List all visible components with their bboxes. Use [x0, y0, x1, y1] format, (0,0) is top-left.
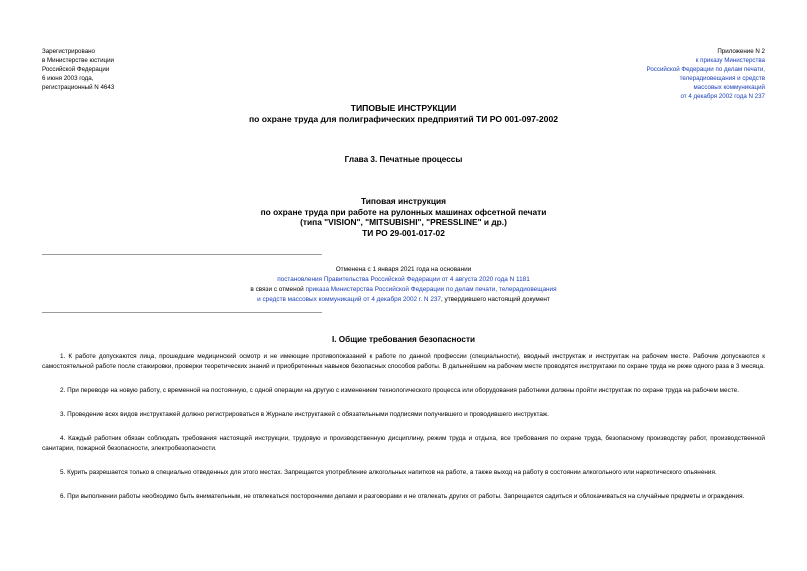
- paragraph: 4. Каждый работник обязан соблюдать требования настоящей инструкции, трудовую и производственную дисциплину, режим труда и отдыха, все требования по охране труда, безопасному производству работ, производственной санитарии, пожарной безопасности, электробезопасности.: [42, 435, 765, 452]
- paragraph: 6. При выполнении работы необходимо быть внимательным, не отвлекаться посторонними делами и разговорами и не отвлекать других от работы. Запрещается садиться и облокачиваться на случайные предметы и ограждения.: [60, 493, 745, 500]
- annulment-decree-link[interactable]: постановления Правительства Российской Федерации от 4 августа 2020 года N 1181: [277, 276, 530, 283]
- registration-line: в Министерстве юстиции: [42, 57, 115, 64]
- instruction-heading: [0, 196, 807, 238]
- annulment-line-1: Отменена с 1 января 2021 года на основании: [335, 266, 472, 273]
- instruction-line-4: ТИ РО 29-001-017-02: [362, 227, 445, 238]
- appendix-link[interactable]: телерадиовещания и средств: [679, 75, 765, 82]
- paragraph-list: [42, 352, 765, 516]
- divider-bottom: [42, 312, 322, 313]
- document-title: [0, 103, 807, 125]
- annulment-suffix: , утвердившего настоящий документ: [440, 296, 550, 303]
- registration-line: Российской Федерации: [42, 66, 110, 73]
- instruction-line-1: Типовая инструкция: [360, 196, 447, 206]
- paragraph: 5. Курить разрешается только в специально отведенных для этого местах. Запрещается употребление алкогольных напитков на работе, а также выход на работу в состоянии алкогольного или наркотического опьянения.: [60, 469, 717, 476]
- annulment-note: [0, 265, 807, 305]
- appendix-label: Приложение N 2: [717, 48, 765, 55]
- section-heading: I. Общие требования безопасности: [331, 335, 475, 344]
- appendix-link[interactable]: массовых коммуникаций: [693, 84, 765, 91]
- registration-note: [42, 47, 114, 92]
- appendix-note: [646, 47, 765, 101]
- title-line-2: по охране труда для полиграфических предприятий ТИ РО 001-097-2002: [248, 114, 559, 124]
- registration-line: регистрационный N 4643: [42, 84, 115, 91]
- divider-top: [42, 254, 322, 255]
- registration-line: 6 июня 2003 года,: [42, 75, 94, 82]
- chapter-heading: Глава 3. Печатные процессы: [344, 155, 463, 164]
- instruction-line-3: (типа "VISION", "MITSUBISHI", "PRESSLINE" и др.): [300, 217, 507, 227]
- annulment-order-link-cont[interactable]: и средств массовых коммуникаций от 4 декабря 2002 г. N 237: [257, 296, 441, 303]
- appendix-link[interactable]: от 4 декабря 2002 года N 237: [680, 93, 765, 100]
- paragraph: 1. К работе допускаются лица, прошедшие медицинский осмотр и не имеющие противопоказаний к работе по данной профессии (специальности), вводный инструктаж и инструктаж на рабочем месте. Рабочие допускаются к самостоятельной работе после стажировки, проверки теоретических знаний и приобретенных навыков безопасных способов работы. В дальнейшем на рабочем месте проводятся инструктажи по охране труда не реже одного раза в 3 месяца.: [42, 353, 765, 370]
- paragraph: 3. Проведение всех видов инструктажей должно регистрироваться в Журнале инструктажей с обязательными подписями получившего и проводившего инструктаж.: [60, 411, 549, 418]
- registration-line: Зарегистрировано: [42, 48, 95, 55]
- annulment-prefix: в связи с отменой: [250, 286, 306, 293]
- annulment-order-link[interactable]: приказа Министерства Российской Федерации по делам печати, телерадиовещания: [305, 286, 557, 293]
- appendix-link[interactable]: Российской Федерации по делам печати,: [646, 66, 765, 73]
- title-line-1: ТИПОВЫЕ ИНСТРУКЦИИ: [350, 103, 457, 113]
- appendix-link[interactable]: к приказу Министерства: [695, 57, 765, 64]
- paragraph: 2. При переводе на новую работу, с временной на постоянную, с одной операции на другую с изменением технологического процесса или оборудования работники должны пройти инструктаж по охране труда на рабочем месте.: [60, 387, 739, 394]
- instruction-line-2: по охране труда при работе на рулонных машинах офсетной печати: [260, 206, 547, 217]
